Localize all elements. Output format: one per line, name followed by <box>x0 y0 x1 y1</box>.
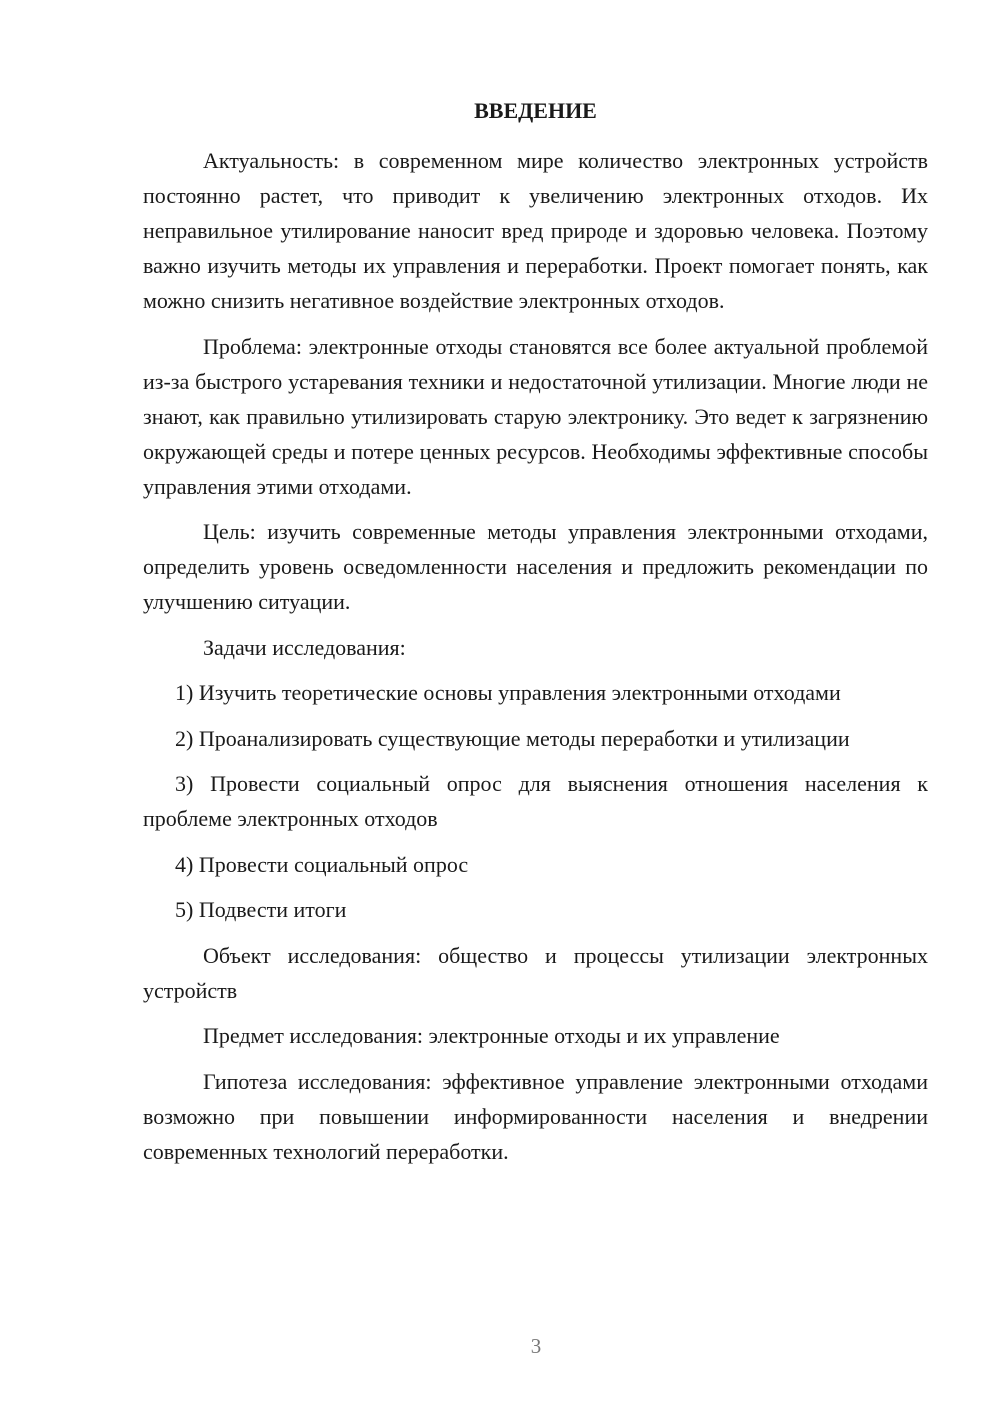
task-item: 4) Провести социальный опрос <box>175 851 469 877</box>
paragraph-problem: Проблема: электронные отходы становятся все более актуальной проблемой из-за быстрого устаревания техники и недостаточной утилизации. Многие люди не знают, как правильно утилизировать старую электронику. Это ведет к загрязнению окружающей среды и потере ценных ресурсов. Необходимы эффективные способы управления этими отходами. <box>143 333 928 499</box>
paragraph-goal: Цель: изучить современные методы управления электронными отходами, определить уровень осведомленности населения и предложить рекомендации по улучшению ситуации. <box>143 519 928 614</box>
task-item: 1) Изучить теоретические основы управления электронными отходами <box>175 680 841 705</box>
task-item: 5) Подвести итоги <box>175 897 347 922</box>
paragraph-relevance: Актуальность: в современном мире количество электронных устройств постоянно растет, что приводит к увеличению электронных отходов. Их неправильное утилирование наносит вред природе и здоровью человека. Поэтому важно изучить методы их управления и переработки. Проект помогает понять, как можно снизить негативное воздействие электронных отходов. <box>143 148 928 313</box>
paragraph-object: Объект исследования: общество и процессы утилизации электронных устройств <box>143 942 928 1003</box>
paragraph-tasks-heading: Задачи исследования: <box>203 634 406 660</box>
task-item: 3) Провести социальный опрос для выяснения отношения населения к проблеме электронных отходов <box>143 771 928 831</box>
paragraph-hypothesis: Гипотеза исследования: эффективное управление электронными отходами возможно при повышении информированности населения и внедрении современных технологий переработки. <box>143 1068 928 1164</box>
section-title: ВВЕДЕНИЕ <box>474 98 597 123</box>
paragraph-subject: Предмет исследования: электронные отходы и их управление <box>203 1023 780 1048</box>
task-item: 2) Проанализировать существующие методы переработки и утилизации <box>175 725 850 751</box>
document-page <box>143 93 928 1179</box>
page-number: 3 <box>530 1334 542 1358</box>
